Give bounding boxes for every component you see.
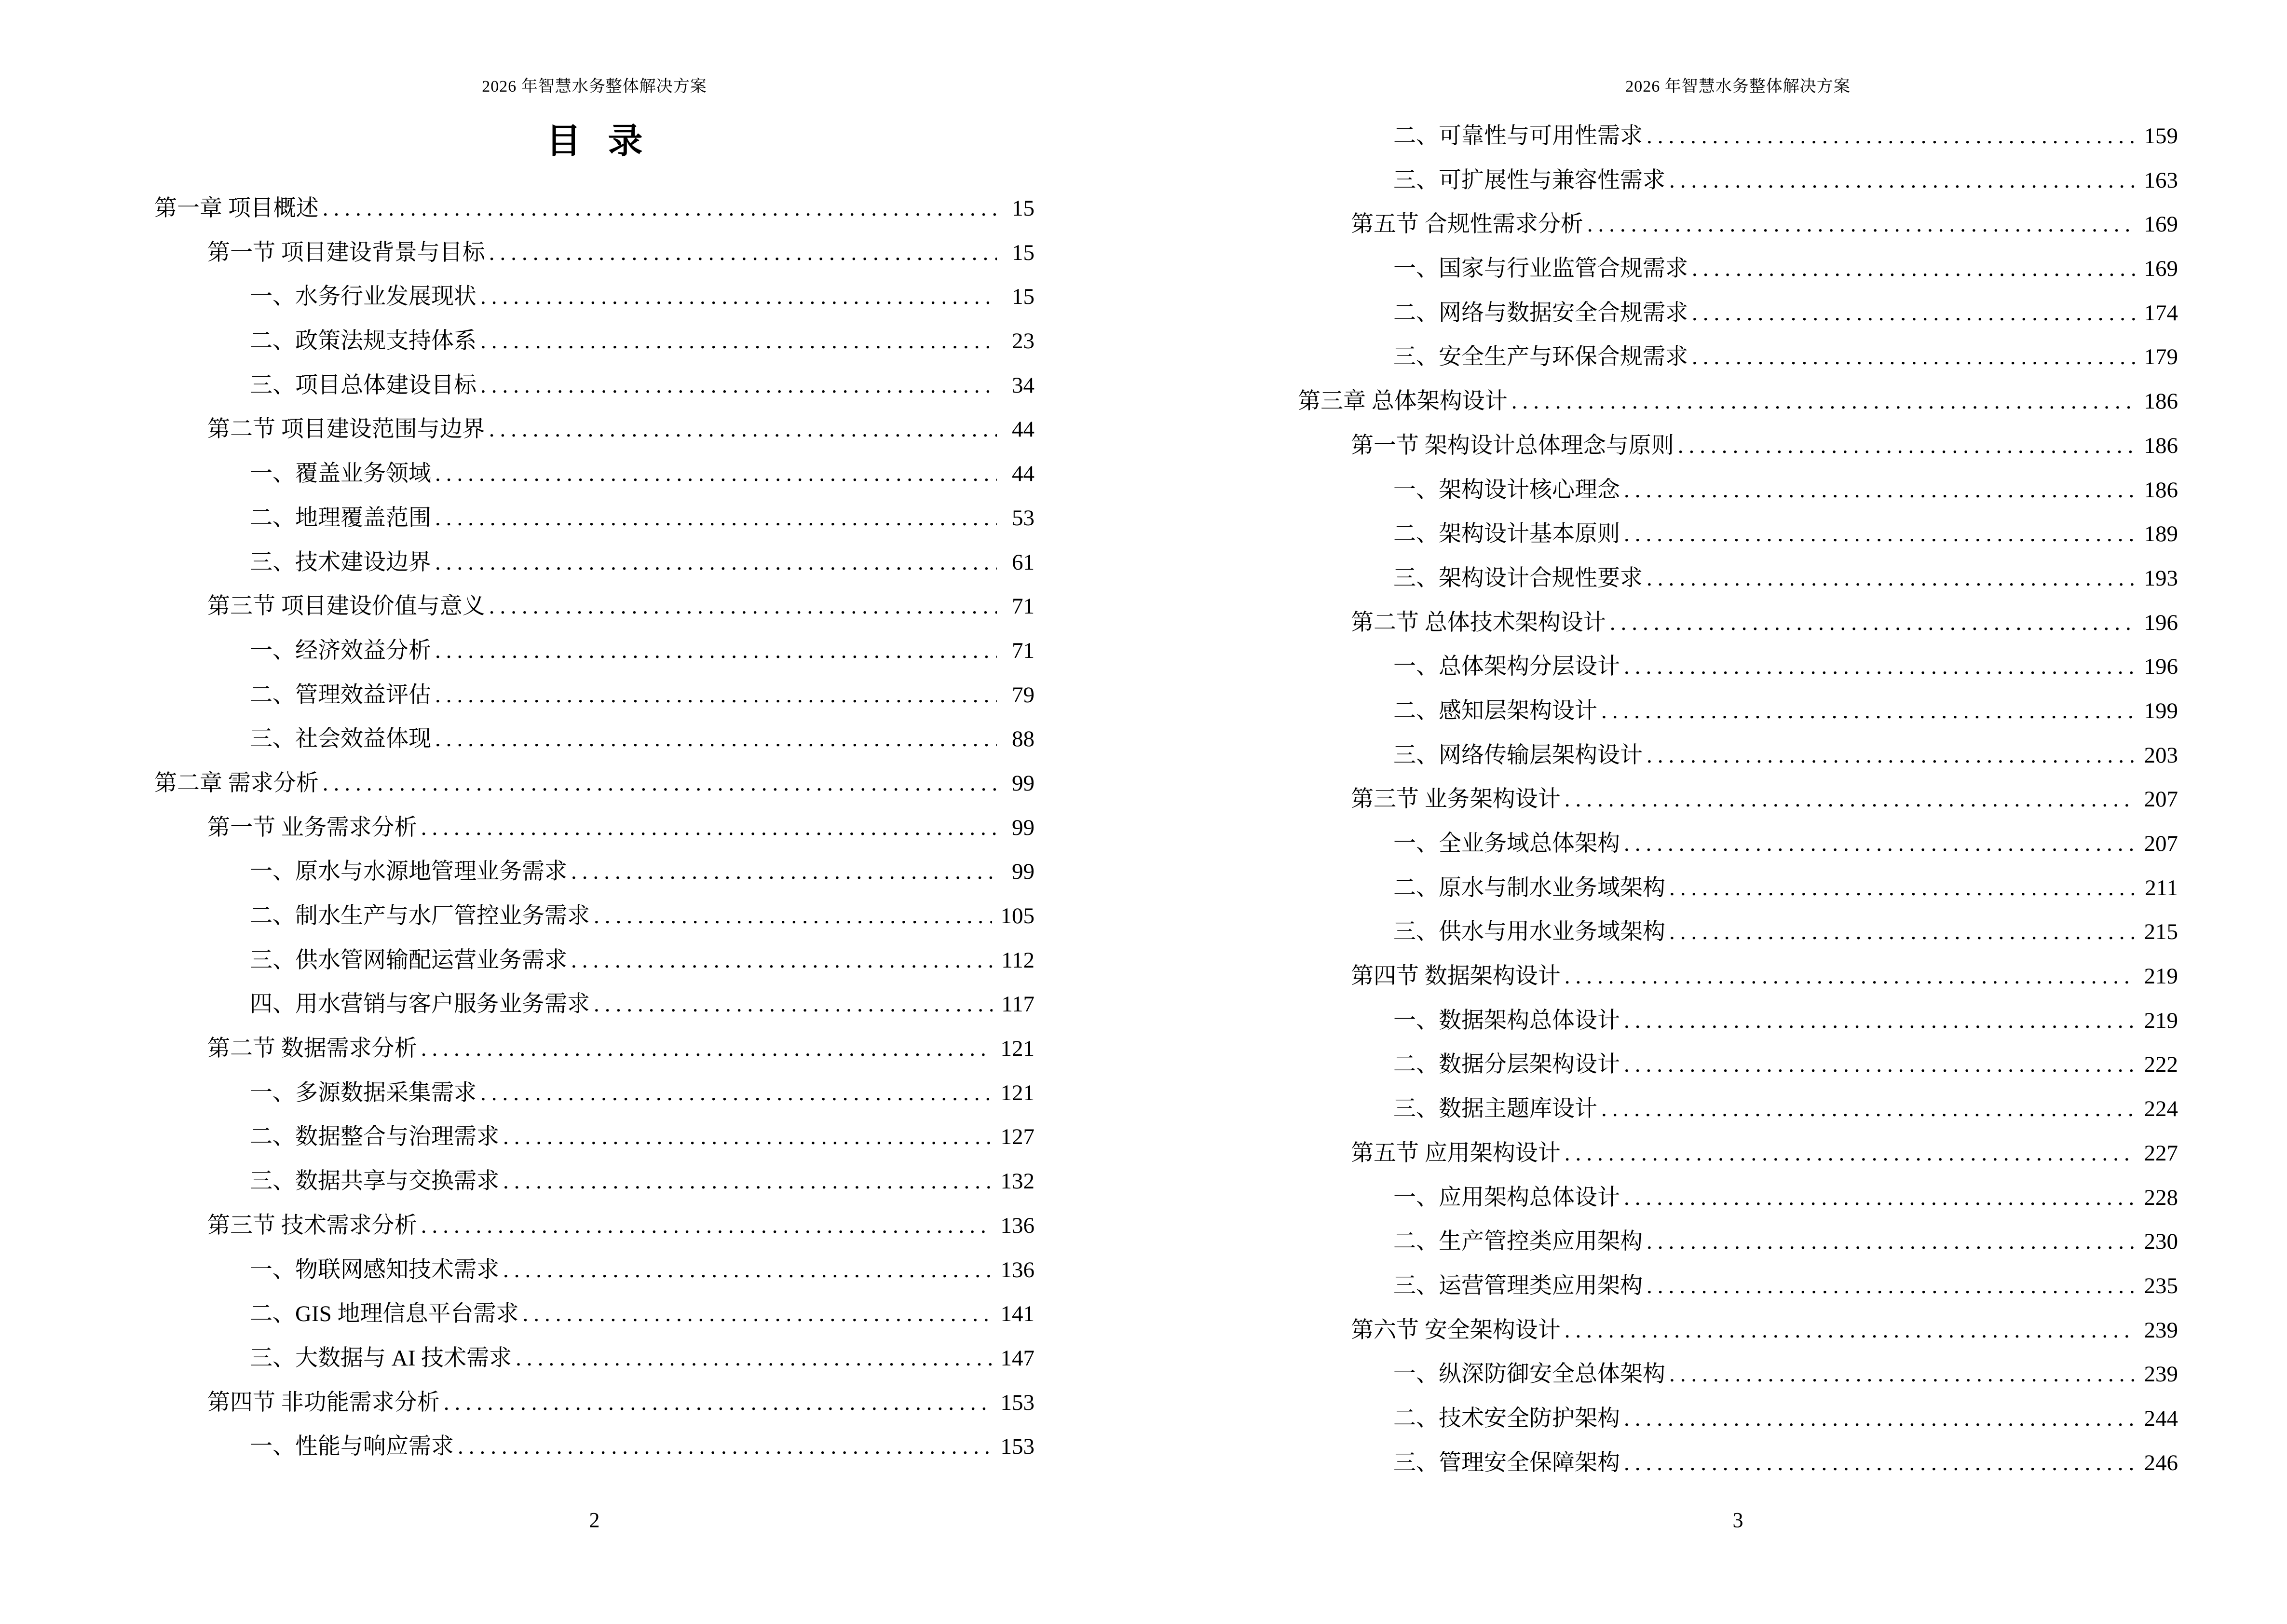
toc-entry-page: 34	[1012, 372, 1035, 398]
toc-entry[interactable]	[1298, 468, 2178, 513]
toc-dot-leader	[435, 673, 997, 718]
toc-dot-leader	[1647, 1220, 2136, 1264]
toc-entry-page: 169	[2144, 256, 2178, 282]
toc-entry-title: 第一章 项目概述	[154, 196, 319, 221]
toc-dot-leader	[1624, 822, 2136, 866]
toc-dot-leader	[1565, 1132, 2136, 1176]
toc-dot-leader	[489, 408, 997, 452]
toc-entry-title: 第二节 项目建设范围与边界	[207, 417, 485, 442]
toc-entry[interactable]	[154, 717, 1035, 762]
toc-entry[interactable]	[154, 1292, 1035, 1337]
document-header: 2026 年智慧水务整体解决方案	[482, 78, 707, 96]
toc-entry-page: 207	[2144, 831, 2178, 856]
toc-entry-page: 179	[2144, 344, 2178, 370]
toc-dot-leader	[435, 717, 997, 762]
toc-dot-leader	[594, 983, 993, 1027]
toc-dot-leader	[1669, 159, 2136, 203]
toc-entry-page: 15	[1012, 240, 1035, 265]
toc-dot-leader	[516, 1337, 992, 1381]
toc-entry-title: 三、管理安全保障架构	[1393, 1450, 1620, 1475]
toc-entry-page: 244	[2144, 1406, 2178, 1431]
toc-list-left	[154, 187, 1035, 1469]
toc-entry[interactable]	[1298, 778, 2178, 822]
toc-entry-page: 159	[2144, 123, 2178, 149]
toc-entry[interactable]	[154, 629, 1035, 673]
toc-entry[interactable]	[154, 541, 1035, 585]
toc-entry[interactable]	[154, 231, 1035, 275]
toc-entry-page: 246	[2144, 1450, 2178, 1475]
toc-dot-leader	[1692, 247, 2136, 291]
toc-entry-page: 15	[1012, 196, 1035, 221]
toc-entry-page: 136	[1000, 1257, 1035, 1283]
toc-entry[interactable]	[154, 1381, 1035, 1425]
toc-entry-title: 一、物联网感知技术需求	[250, 1257, 499, 1283]
toc-entry-title: 第二章 需求分析	[154, 770, 319, 796]
toc-title: 目 录	[546, 122, 643, 161]
toc-entry[interactable]	[154, 319, 1035, 364]
toc-entry-page: 112	[1001, 947, 1035, 973]
toc-entry-title: 二、架构设计基本原则	[1393, 521, 1620, 547]
toc-entry-page: 71	[1012, 638, 1035, 663]
toc-dot-leader	[1624, 999, 2136, 1043]
toc-entry-title: 二、GIS 地理信息平台需求	[250, 1301, 519, 1327]
toc-entry[interactable]	[1298, 734, 2178, 778]
toc-dot-leader	[1624, 468, 2136, 513]
toc-entry-title: 二、数据分层架构设计	[1393, 1052, 1620, 1078]
toc-entry-page: 228	[2144, 1185, 2178, 1210]
toc-dot-leader	[503, 1115, 992, 1160]
toc-entry[interactable]	[1298, 1352, 2178, 1397]
toc-entry[interactable]	[1298, 424, 2178, 468]
toc-entry-title: 二、技术安全防护架构	[1393, 1406, 1620, 1431]
toc-entry-title: 二、政策法规支持体系	[250, 328, 476, 354]
toc-entry-title: 一、数据架构总体设计	[1393, 1008, 1620, 1033]
toc-page-right	[1144, 0, 2287, 1624]
toc-dot-leader	[1610, 601, 2136, 645]
toc-dot-leader	[1601, 689, 2136, 734]
toc-entry[interactable]	[154, 364, 1035, 408]
toc-entry-title: 三、安全生产与环保合规需求	[1393, 344, 1688, 370]
toc-entry-title: 第五节 应用架构设计	[1351, 1140, 1561, 1166]
toc-entry-title: 一、国家与行业监管合规需求	[1393, 256, 1688, 282]
toc-dot-leader	[421, 1027, 992, 1071]
toc-entry[interactable]	[1298, 910, 2178, 955]
toc-entry-page: 186	[2144, 389, 2178, 414]
toc-entry-title: 三、社会效益体现	[250, 726, 431, 752]
toc-entry-title: 三、网络传输层架构设计	[1393, 742, 1643, 768]
toc-entry-title: 三、技术建设边界	[250, 549, 431, 575]
toc-entry-title: 二、制水生产与水厂管控业务需求	[250, 903, 590, 928]
toc-entry[interactable]	[154, 187, 1035, 231]
toc-dot-leader	[1565, 1309, 2136, 1353]
toc-entry[interactable]	[1298, 999, 2178, 1043]
toc-entry[interactable]	[1298, 247, 2178, 291]
toc-entry[interactable]	[154, 806, 1035, 850]
toc-entry[interactable]	[154, 1027, 1035, 1071]
toc-entry-page: 219	[2144, 964, 2178, 989]
toc-entry-page: 88	[1012, 726, 1035, 752]
toc-entry[interactable]	[154, 850, 1035, 894]
toc-dot-leader	[458, 1425, 992, 1469]
page-number-footer: 2	[589, 1508, 600, 1532]
toc-dot-leader	[1669, 1352, 2136, 1397]
toc-entry[interactable]	[154, 1160, 1035, 1204]
toc-dot-leader	[480, 364, 997, 408]
toc-dot-leader	[571, 939, 993, 983]
toc-entry-title: 第一节 项目建设背景与目标	[207, 240, 485, 265]
toc-entry[interactable]	[1298, 1397, 2178, 1441]
toc-entry-title: 第四节 数据架构设计	[1351, 964, 1561, 989]
toc-entry-page: 141	[1000, 1301, 1035, 1327]
toc-entry-title: 一、经济效益分析	[250, 638, 431, 663]
toc-entry[interactable]	[1298, 1132, 2178, 1176]
toc-entry[interactable]	[1298, 512, 2178, 557]
toc-entry-title: 第六节 安全架构设计	[1351, 1317, 1561, 1343]
toc-entry-page: 117	[1001, 992, 1035, 1017]
toc-dot-leader	[435, 496, 997, 541]
toc-entry-title: 第四节 非功能需求分析	[207, 1390, 440, 1415]
toc-dot-leader	[1692, 291, 2136, 336]
toc-dot-leader	[435, 541, 997, 585]
toc-entry-title: 第三节 技术需求分析	[207, 1213, 417, 1238]
toc-dot-leader	[522, 1292, 992, 1337]
toc-entry-title: 第三节 业务架构设计	[1351, 787, 1561, 812]
toc-entry[interactable]	[154, 1425, 1035, 1469]
toc-dot-leader	[503, 1160, 992, 1204]
toc-entry-page: 174	[2144, 300, 2178, 326]
toc-entry[interactable]	[154, 762, 1035, 806]
toc-dot-leader	[323, 187, 997, 231]
toc-entry-page: 23	[1012, 328, 1035, 354]
toc-entry[interactable]	[1298, 955, 2178, 999]
toc-list-right	[1298, 114, 2178, 1485]
toc-entry[interactable]	[154, 1204, 1035, 1248]
toc-dot-leader	[1624, 1043, 2136, 1087]
toc-entry-page: 169	[2144, 212, 2178, 237]
toc-entry-page: 121	[1000, 1080, 1035, 1105]
toc-entry-title: 一、原水与水源地管理业务需求	[250, 859, 567, 885]
toc-dot-leader	[435, 629, 997, 673]
toc-dot-leader	[571, 850, 997, 894]
toc-dot-leader	[421, 1204, 992, 1248]
toc-entry[interactable]	[154, 496, 1035, 541]
toc-entry-title: 三、可扩展性与兼容性需求	[1393, 167, 1665, 193]
toc-entry[interactable]	[1298, 380, 2178, 424]
toc-entry-page: 196	[2144, 654, 2178, 680]
page-number-footer: 3	[1732, 1508, 1743, 1532]
toc-entry-title: 一、架构设计核心理念	[1393, 477, 1620, 503]
toc-entry-title: 第五节 合规性需求分析	[1351, 212, 1583, 237]
toc-entry-title: 一、覆盖业务领域	[250, 461, 431, 487]
toc-entry[interactable]	[1298, 866, 2178, 911]
toc-entry-title: 三、运营管理类应用架构	[1393, 1273, 1643, 1298]
toc-dot-leader	[1647, 114, 2136, 159]
toc-entry[interactable]	[1298, 159, 2178, 203]
toc-entry[interactable]	[1298, 203, 2178, 247]
toc-entry-title: 一、应用架构总体设计	[1393, 1185, 1620, 1210]
toc-dot-leader	[1647, 1264, 2136, 1309]
toc-dot-leader	[1624, 1176, 2136, 1220]
toc-entry[interactable]	[1298, 1043, 2178, 1087]
toc-dot-leader	[1601, 1087, 2136, 1132]
toc-dot-leader	[1647, 557, 2136, 601]
toc-entry-page: 219	[2144, 1008, 2178, 1033]
toc-entry-title: 一、纵深防御安全总体架构	[1393, 1362, 1665, 1387]
toc-entry-page: 61	[1012, 549, 1035, 575]
toc-entry-page: 189	[2144, 521, 2178, 547]
toc-entry[interactable]	[1298, 1264, 2178, 1309]
toc-entry-page: 196	[2144, 610, 2178, 635]
toc-dot-leader	[594, 894, 992, 939]
toc-dot-leader	[421, 806, 997, 850]
toc-dot-leader	[480, 319, 997, 364]
toc-entry-page: 227	[2144, 1140, 2178, 1166]
toc-entry[interactable]	[154, 585, 1035, 629]
toc-entry-page: 153	[1000, 1434, 1035, 1460]
toc-entry-title: 三、项目总体建设目标	[250, 372, 476, 398]
toc-dot-leader	[489, 585, 997, 629]
toc-dot-leader	[1511, 380, 2136, 424]
toc-entry-page: 239	[2144, 1317, 2178, 1343]
toc-dot-leader	[1565, 778, 2136, 822]
toc-dot-leader	[1669, 910, 2136, 955]
toc-dot-leader	[1647, 734, 2136, 778]
toc-entry-page: 136	[1000, 1213, 1035, 1238]
toc-entry[interactable]	[1298, 645, 2178, 689]
toc-entry-title: 二、感知层架构设计	[1393, 698, 1597, 723]
toc-dot-leader	[480, 275, 997, 319]
toc-dot-leader	[1669, 866, 2136, 911]
toc-entry-page: 215	[2144, 919, 2178, 945]
toc-entry-title: 第三章 总体架构设计	[1298, 389, 1508, 414]
toc-entry-page: 15	[1012, 284, 1035, 310]
toc-entry[interactable]	[154, 894, 1035, 939]
toc-entry-page: 186	[2144, 433, 2178, 458]
toc-dot-leader	[1624, 512, 2136, 557]
toc-entry-page: 99	[1012, 859, 1035, 885]
toc-dot-leader	[1678, 424, 2136, 468]
toc-dot-leader	[503, 1248, 992, 1293]
toc-entry-title: 三、供水管网输配运营业务需求	[250, 947, 567, 973]
toc-entry-title: 第一节 业务需求分析	[207, 815, 417, 840]
toc-entry-page: 207	[2144, 787, 2178, 812]
toc-dot-leader	[1692, 335, 2136, 380]
toc-dot-leader	[1565, 955, 2136, 999]
toc-entry[interactable]	[154, 939, 1035, 983]
toc-entry-page: 71	[1012, 594, 1035, 619]
toc-entry-title: 四、用水营销与客户服务业务需求	[250, 992, 590, 1017]
toc-dot-leader	[489, 231, 997, 275]
toc-entry[interactable]	[1298, 1176, 2178, 1220]
toc-entry-title: 二、管理效益评估	[250, 682, 431, 708]
toc-entry-title: 第三节 项目建设价值与意义	[207, 594, 485, 619]
toc-entry-page: 99	[1012, 770, 1035, 796]
toc-entry-page: 211	[2145, 875, 2178, 901]
toc-entry-title: 第一节 架构设计总体理念与原则	[1351, 433, 1674, 458]
toc-entry[interactable]	[1298, 1441, 2178, 1486]
toc-entry-page: 153	[1000, 1390, 1035, 1415]
toc-entry[interactable]	[154, 983, 1035, 1027]
toc-entry-page: 203	[2144, 742, 2178, 768]
document-header: 2026 年智慧水务整体解决方案	[1625, 78, 1851, 96]
toc-entry-title: 二、地理覆盖范围	[250, 505, 431, 531]
toc-entry[interactable]	[1298, 1220, 2178, 1264]
toc-entry[interactable]	[1298, 689, 2178, 734]
toc-dot-leader	[323, 762, 997, 806]
toc-entry-title: 三、数据共享与交换需求	[250, 1169, 499, 1194]
toc-entry[interactable]	[154, 1337, 1035, 1381]
toc-entry[interactable]	[1298, 1087, 2178, 1132]
toc-entry-page: 239	[2144, 1362, 2178, 1387]
toc-entry[interactable]	[1298, 601, 2178, 645]
toc-entry-page: 44	[1012, 461, 1035, 487]
toc-entry-title: 一、总体架构分层设计	[1393, 654, 1620, 680]
toc-dot-leader	[435, 452, 997, 496]
toc-entry-page: 235	[2144, 1273, 2178, 1298]
toc-entry[interactable]	[154, 673, 1035, 718]
toc-dot-leader	[444, 1381, 992, 1425]
toc-entry-title: 一、全业务域总体架构	[1393, 831, 1620, 856]
toc-entry[interactable]	[154, 1071, 1035, 1116]
toc-entry-title: 二、生产管控类应用架构	[1393, 1229, 1643, 1255]
toc-entry[interactable]	[1298, 114, 2178, 159]
toc-entry-title: 一、水务行业发展现状	[250, 284, 476, 310]
toc-entry-title: 二、数据整合与治理需求	[250, 1124, 499, 1150]
toc-entry-page: 132	[1000, 1169, 1035, 1194]
toc-entry[interactable]	[154, 1248, 1035, 1293]
toc-entry-page: 147	[1000, 1345, 1035, 1371]
toc-entry-page: 53	[1012, 505, 1035, 531]
toc-dot-leader	[1587, 203, 2136, 247]
toc-dot-leader	[480, 1071, 992, 1116]
toc-entry[interactable]	[154, 452, 1035, 496]
toc-entry-title: 二、可靠性与可用性需求	[1393, 123, 1643, 149]
toc-entry-title: 二、网络与数据安全合规需求	[1393, 300, 1688, 326]
toc-dot-leader	[1624, 1397, 2136, 1441]
toc-entry[interactable]	[1298, 557, 2178, 601]
toc-dot-leader	[1624, 645, 2136, 689]
toc-entry-title: 三、供水与用水业务域架构	[1393, 919, 1665, 945]
toc-entry[interactable]	[1298, 822, 2178, 866]
toc-entry[interactable]	[1298, 335, 2178, 380]
toc-entry-page: 199	[2144, 698, 2178, 723]
toc-entry-page: 105	[1000, 903, 1035, 928]
toc-entry[interactable]	[1298, 1309, 2178, 1353]
toc-entry-page: 193	[2144, 565, 2178, 591]
toc-entry-title: 二、原水与制水业务域架构	[1393, 875, 1665, 901]
toc-dot-leader	[1624, 1441, 2136, 1486]
toc-entry-title: 三、大数据与 AI 技术需求	[250, 1345, 512, 1371]
toc-entry-page: 127	[1000, 1124, 1035, 1150]
toc-entry-page: 163	[2144, 167, 2178, 193]
toc-entry-page: 44	[1012, 417, 1035, 442]
toc-entry[interactable]	[154, 408, 1035, 452]
toc-entry[interactable]	[154, 275, 1035, 319]
toc-entry-page: 121	[1000, 1036, 1035, 1062]
toc-entry-title: 第二节 总体技术架构设计	[1351, 610, 1606, 635]
toc-entry-title: 一、多源数据采集需求	[250, 1080, 476, 1105]
toc-entry-page: 230	[2144, 1229, 2178, 1255]
toc-entry-page: 186	[2144, 477, 2178, 503]
toc-entry-title: 第二节 数据需求分析	[207, 1036, 417, 1062]
toc-entry-page: 99	[1012, 815, 1035, 840]
toc-entry-title: 一、性能与响应需求	[250, 1434, 454, 1460]
toc-entry-page: 79	[1012, 682, 1035, 708]
toc-entry-page: 224	[2144, 1096, 2178, 1122]
toc-entry[interactable]	[154, 1115, 1035, 1160]
toc-entry[interactable]	[1298, 291, 2178, 336]
toc-entry-title: 三、数据主题库设计	[1393, 1096, 1597, 1122]
toc-entry-title: 三、架构设计合规性要求	[1393, 565, 1643, 591]
toc-entry-page: 222	[2144, 1052, 2178, 1078]
